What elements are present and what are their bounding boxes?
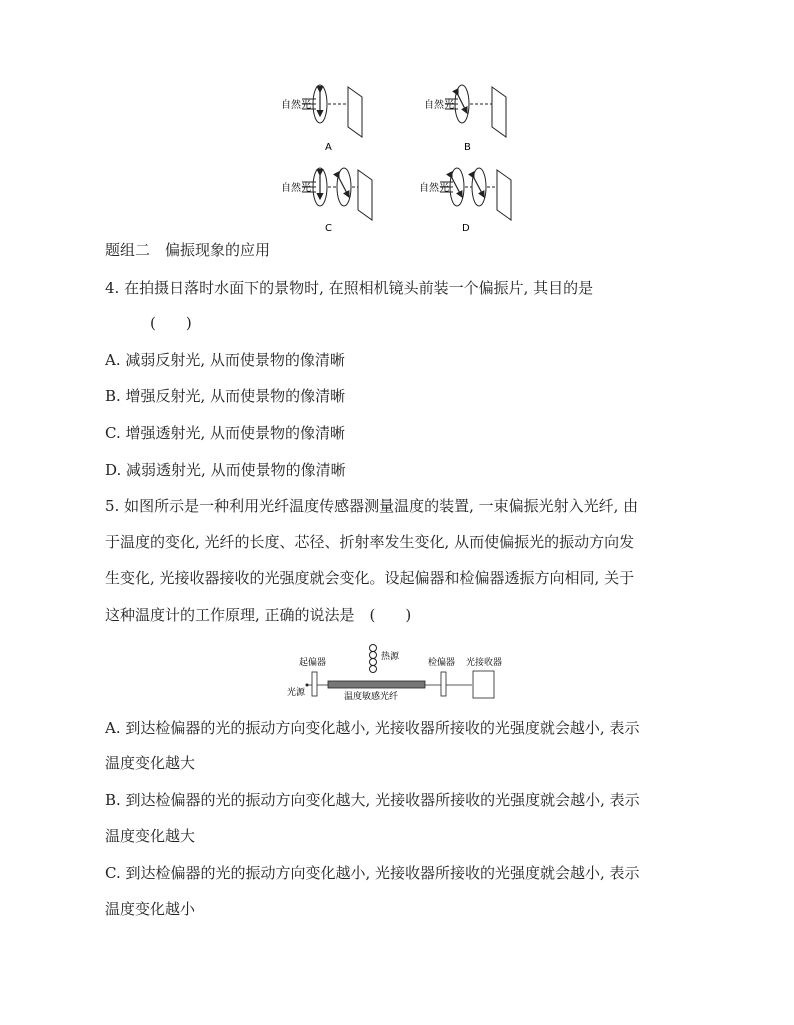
natural-light-label-b: 自然光 [424,100,454,111]
q4-option-a: A. 减弱反射光, 从而使景物的像清晰 [105,351,345,369]
fiber-label: 温度敏感光纤 [344,692,399,702]
figure-b-label: B [464,142,471,153]
section-title: 题组二 偏振现象的应用 [105,241,271,259]
receiver-box [473,671,494,698]
figure-a-label: A [325,142,332,153]
analyzer-plate [441,672,446,696]
light-source-label: 光源 [287,688,306,698]
fiber-sensor-diagram [0,638,794,708]
receiver-label: 光接收器 [466,658,503,668]
q5-stem-line-1: 5. 如图所示是一种利用光纤温度传感器测量温度的装置, 一束偏振光射入光纤, 由 [105,497,639,515]
q4-blank: ( ) [150,314,192,332]
q4-option-d: D. 减弱透射光, 从而使景物的像清晰 [105,461,346,479]
q4-option-c: C. 增强透射光, 从而使景物的像清晰 [105,424,346,442]
q5-stem-line-4: 这种温度计的工作原理, 正确的说法是 ( ) [105,606,412,624]
heat-source-icon [370,645,377,673]
heat-source-label: 热源 [381,652,400,662]
natural-light-label-a: 自然光 [281,100,311,111]
natural-light-label-c: 自然光 [281,183,311,194]
analyzer-label: 检偏器 [428,658,456,668]
q5-option-a-line-2: 温度变化越大 [105,754,196,772]
figure-c [281,168,372,234]
figure-c-label: C [325,223,332,234]
polarization-figure [0,0,794,240]
figure-d [419,168,511,234]
q5-stem-line-2: 于温度的变化, 光纤的长度、芯径、折射率发生变化, 从而使偏振光的振动方向发 [105,533,635,551]
q5-option-c-line-1: C. 到达检偏器的光的振动方向变化越小, 光接收器所接收的光强度就会越小, 表示 [105,864,640,882]
temperature-sensitive-fiber [328,681,425,688]
figure-b [424,85,506,153]
q4-option-b: B. 增强反射光, 从而使景物的像清晰 [105,387,346,405]
q5-option-b-line-2: 温度变化越大 [105,827,196,845]
natural-light-label-d: 自然光 [419,183,449,194]
figure-a [281,85,362,153]
figure-d-label: D [462,223,470,234]
q5-option-a-line-1: A. 到达检偏器的光的振动方向变化越小, 光接收器所接收的光强度就会越小, 表示 [105,719,640,737]
polarizer-label: 起偏器 [299,658,327,668]
q5-stem-line-3: 生变化, 光接收器接收的光强度就会变化。设起偏器和检偏器透振方向相同, 关于 [105,569,635,587]
polarizer-plate [312,672,317,696]
q4-stem: 4. 在拍摄日落时水面下的景物时, 在照相机镜头前装一个偏振片, 其目的是 [105,279,594,297]
q5-option-c-line-2: 温度变化越小 [105,900,196,918]
q5-option-b-line-1: B. 到达检偏器的光的振动方向变化越大, 光接收器所接收的光强度就会越小, 表示 [105,791,640,809]
